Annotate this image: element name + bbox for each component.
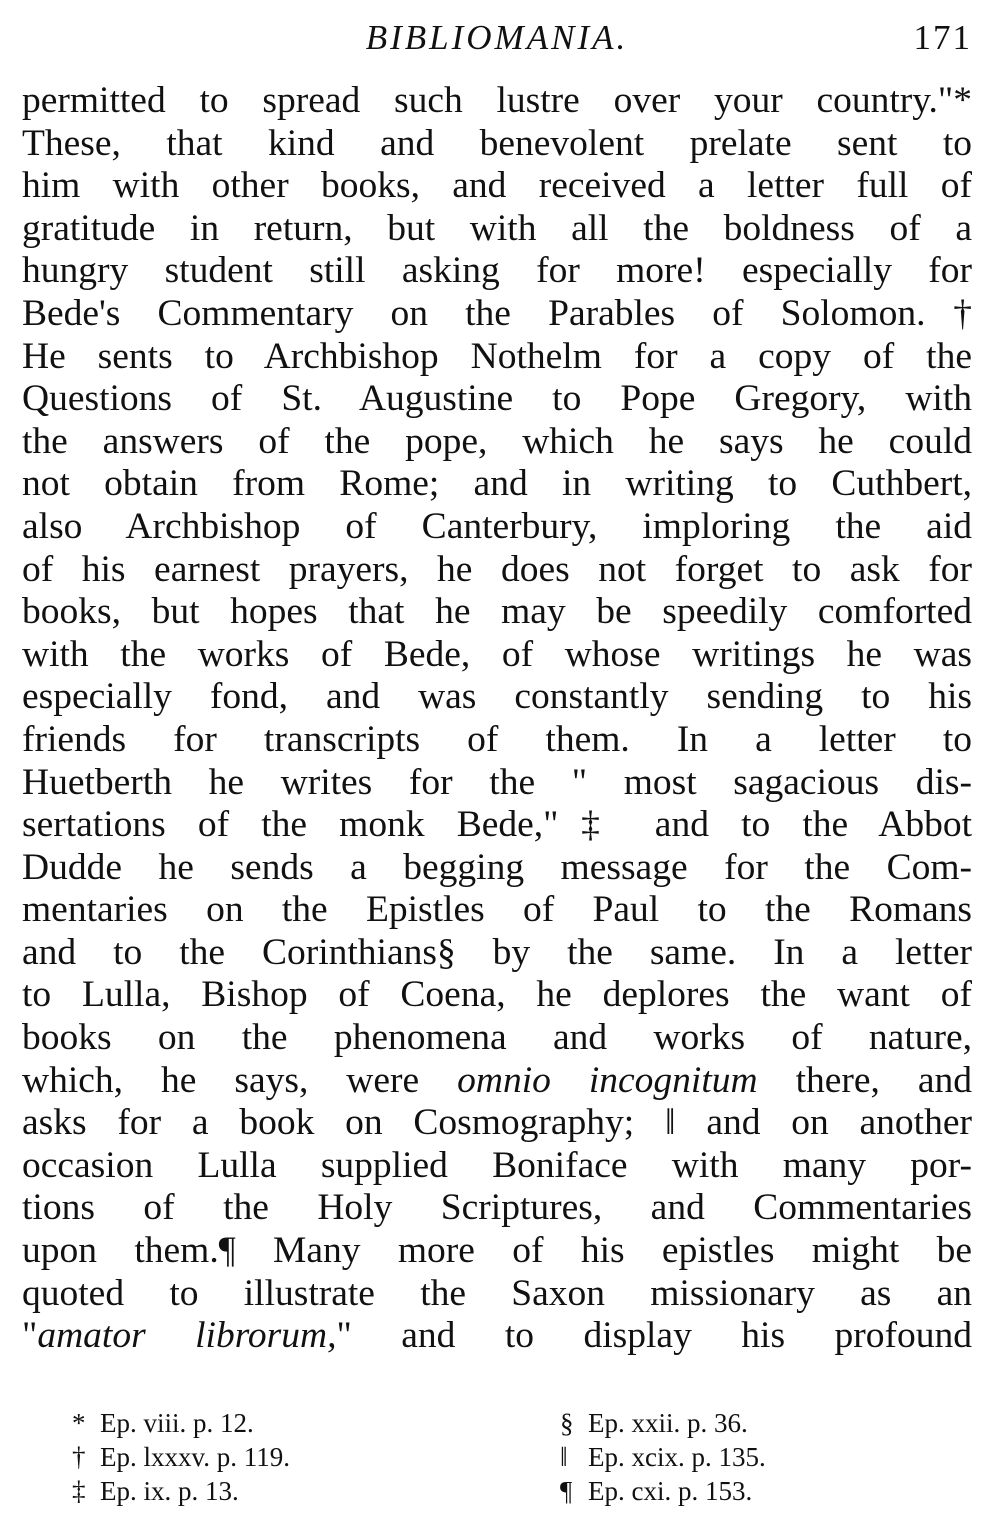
text-line: books on the phenomena and works of nature, [22, 1017, 972, 1059]
page-number: 171 [913, 18, 972, 57]
open-quote: " [22, 1315, 38, 1357]
footnote-mark: † [72, 1442, 86, 1472]
text-line: quoted to illustrate the Saxon missionary as an [22, 1272, 972, 1314]
text-line: also Archbishop of Canterbury, imploring the aid [22, 505, 972, 547]
text-line: tions of the Holy Scriptures, and Commentaries [22, 1187, 972, 1229]
running-title: BIBLIOMANIA. [365, 18, 629, 57]
text-line: friends for transcripts of them. In a letter to [22, 718, 972, 760]
text-line: of his earnest prayers, he does not forget to ask for [22, 548, 972, 590]
text-fragment: there, and [757, 1059, 973, 1101]
text-line: He sents to Archbishop Nothelm for a copy of the [22, 335, 972, 377]
footnote [560, 1406, 766, 1440]
footnote [72, 1406, 290, 1440]
text-line: Dudde he sends a begging message for the Com- [22, 846, 972, 888]
text-line: upon them.¶ Many more of his epistles might be [22, 1230, 972, 1272]
text-line: mentaries on the Epistles of Paul to the Romans [22, 889, 972, 931]
footnotes-left-column [72, 1406, 290, 1508]
footnote-mark: ‡ [72, 1476, 86, 1506]
footnote-mark: * [72, 1408, 86, 1438]
text-line-with-italic [22, 1060, 972, 1103]
text-line: the answers of the pope, which he says he could [22, 420, 972, 462]
text-fragment: " and to display his profound [336, 1315, 972, 1357]
text-line: These, that kind and benevolent prelate sent to [22, 122, 972, 164]
text-line: books, but hopes that he may be speedily comforted [22, 591, 972, 633]
footnote-text: Ep. xcix. p. 135. [588, 1442, 766, 1472]
italic-phrase: omnio incognitum [457, 1059, 758, 1101]
text-line: permitted to spread such lustre over your country."* [22, 80, 972, 121]
footnote-text: Ep. ix. p. 13. [100, 1476, 239, 1506]
text-line: him with other books, and received a letter full of [22, 165, 972, 207]
text-line: and to the Corinthians§ by the same. In a letter [22, 931, 972, 973]
page-header [22, 18, 972, 64]
italic-phrase: amator librorum, [37, 1315, 337, 1357]
text-line: not obtain from Rome; and in writing to Cuthbert, [22, 463, 972, 505]
text-line: Questions of St. Augustine to Pope Gregory, with [22, 378, 972, 420]
text-line: gratitude in return, but with all the boldness of a [22, 207, 972, 249]
text-line: to Lulla, Bishop of Coena, he deplores the want of [22, 974, 972, 1016]
footnote [72, 1474, 290, 1508]
footnote-text: Ep. viii. p. 12. [100, 1408, 254, 1438]
footnote-mark: ¶ [560, 1476, 573, 1506]
footnotes-right-column [560, 1406, 766, 1508]
body-text [22, 80, 972, 1358]
footnote-text: Ep. lxxxv. p. 119. [100, 1442, 290, 1472]
text-fragment: which, he says, were [22, 1059, 458, 1101]
text-line: occasion Lulla supplied Boniface with many por- [22, 1144, 972, 1186]
text-line: Bede's Commentary on the Parables of Solomon.† [22, 292, 972, 334]
text-line: asks for a book on Cosmography; ‖ and on another [22, 1102, 972, 1144]
footnote-mark: ‖ [560, 1442, 568, 1472]
text-line: hungry student still asking for more! especially for [22, 250, 972, 292]
footnote-text: Ep. xxii. p. 36. [588, 1408, 748, 1438]
text-line-with-italic [22, 1315, 972, 1358]
footnote [560, 1474, 766, 1508]
footnote [560, 1440, 766, 1474]
footnote-text: Ep. cxi. p. 153. [588, 1476, 753, 1506]
text-line: with the works of Bede, of whose writings he was [22, 633, 972, 675]
text-line: especially fond, and was constantly sending to his [22, 676, 972, 718]
text-line: Huetberth he writes for the " most sagacious dis- [22, 761, 972, 803]
footnote-mark: § [560, 1408, 574, 1438]
footnote [72, 1440, 290, 1474]
text-line: sertations of the monk Bede,"‡ and to the Abbot [22, 804, 972, 846]
